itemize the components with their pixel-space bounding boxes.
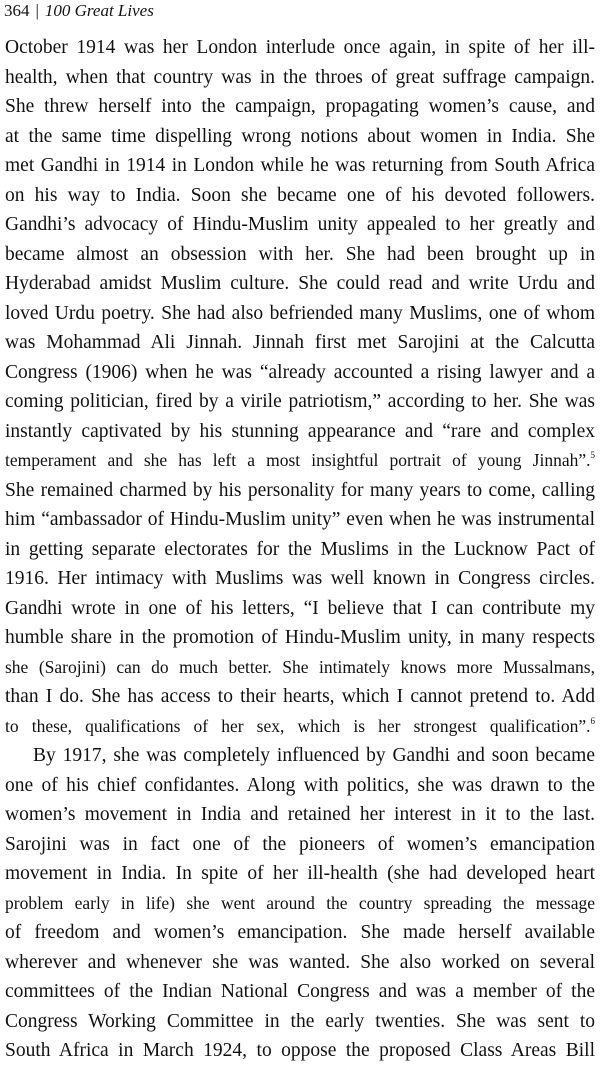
text-line: instantly captivated by his stunning appearance and “rare and complex — [5, 420, 595, 442]
book-title: 100 Great Lives — [44, 1, 154, 20]
text-line: became almost an obsession with her. She had been brought up in — [5, 243, 595, 265]
text-line: October 1914 was her London interlude once again, in spite of her ill- — [5, 37, 595, 58]
footnote-marker: 6 — [590, 715, 595, 726]
body-text — [5, 33, 595, 1066]
text-line: Gandhi’s advocacy of Hindu-Muslim unity appealed to her greatly and — [5, 214, 595, 235]
text-line: women’s movement in India and retained her interest in it to the last. — [5, 804, 595, 825]
text-line: met Gandhi in 1914 in London while he was returning from South Africa — [5, 155, 595, 176]
text-line: of freedom and women’s emancipation. She made herself available — [5, 922, 595, 943]
text-line: health, when that country was in the throes of great suffrage campaign. — [5, 66, 595, 88]
page-number: 364 — [4, 1, 30, 20]
text-line: one of his chief confidantes. Along with politics, she was drawn to the — [5, 774, 595, 796]
text-line: in getting separate electorates for the Muslims in the Lucknow Pact of — [5, 538, 595, 560]
text-line: 1916. Her intimacy with Muslims was well known in Congress circles. — [5, 568, 595, 589]
text-line: coming politician, fired by a virile patriotism,” according to her. She was — [5, 391, 595, 412]
text-line: to these, qualifications of her sex, which is her strongest qualification”.$^6$ — [5, 715, 595, 736]
text-line: Hyderabad amidst Muslim culture. She could read and write Urdu and — [5, 273, 595, 294]
text-line: wherever and whenever she was wanted. She also worked on several — [5, 951, 595, 973]
text-line: She remained charmed by his personality for many years to come, calling — [5, 479, 595, 501]
text-line: problem early in life) she went around the country spreading the message — [5, 892, 595, 913]
text-line: temperament and she has left a most insightful portrait of young Jinnah”.$^5$ — [5, 450, 595, 470]
text-line: Gandhi wrote in one of his letters, “I believe that I can contribute my — [5, 597, 595, 619]
text-line: humble share in the promotion of Hindu-Muslim unity, in many respects — [5, 627, 595, 648]
text-line: on his way to India. Soon she became one of his devoted followers. — [5, 184, 595, 206]
text-line: than I do. She has access to their hearts, which I cannot pretend to. Add — [5, 686, 595, 707]
text-line: She threw herself into the campaign, propagating women’s cause, and — [5, 96, 595, 117]
text-line: By 1917, she was completely influenced by Gandhi and soon became — [33, 745, 595, 766]
text-line: was Mohammad Ali Jinnah. Jinnah first met Sarojini at the Calcutta — [5, 332, 595, 353]
text-line: Sarojini was in fact one of the pioneers of women’s emancipation — [5, 833, 595, 855]
header-separator: | — [35, 1, 39, 20]
text-line: Congress Working Committee in the early twenties. She was sent to — [5, 1010, 595, 1032]
text-line: movement in India. In spite of her ill-health (she had developed heart — [5, 863, 595, 884]
text-line: loved Urdu poetry. She had also befriended many Muslims, one of whom — [5, 302, 595, 324]
running-header — [4, 0, 154, 22]
text-line: committees of the Indian National Congress and was a member of the — [5, 981, 595, 1002]
text-line: she (Sarojini) can do much better. She intimately knows more Mussalmans, — [5, 656, 595, 677]
footnote-marker: 5 — [590, 450, 595, 460]
text-line: at the same time dispelling wrong notions about women in India. She — [5, 125, 595, 147]
text-line: him “ambassador of Hindu-Muslim unity” even when he was instrumental — [5, 509, 595, 530]
text-line: South Africa in March 1924, to oppose the proposed Class Areas Bill — [5, 1040, 595, 1061]
text-line: Congress (1906) when he was “already accounted a rising lawyer and a — [5, 361, 595, 383]
